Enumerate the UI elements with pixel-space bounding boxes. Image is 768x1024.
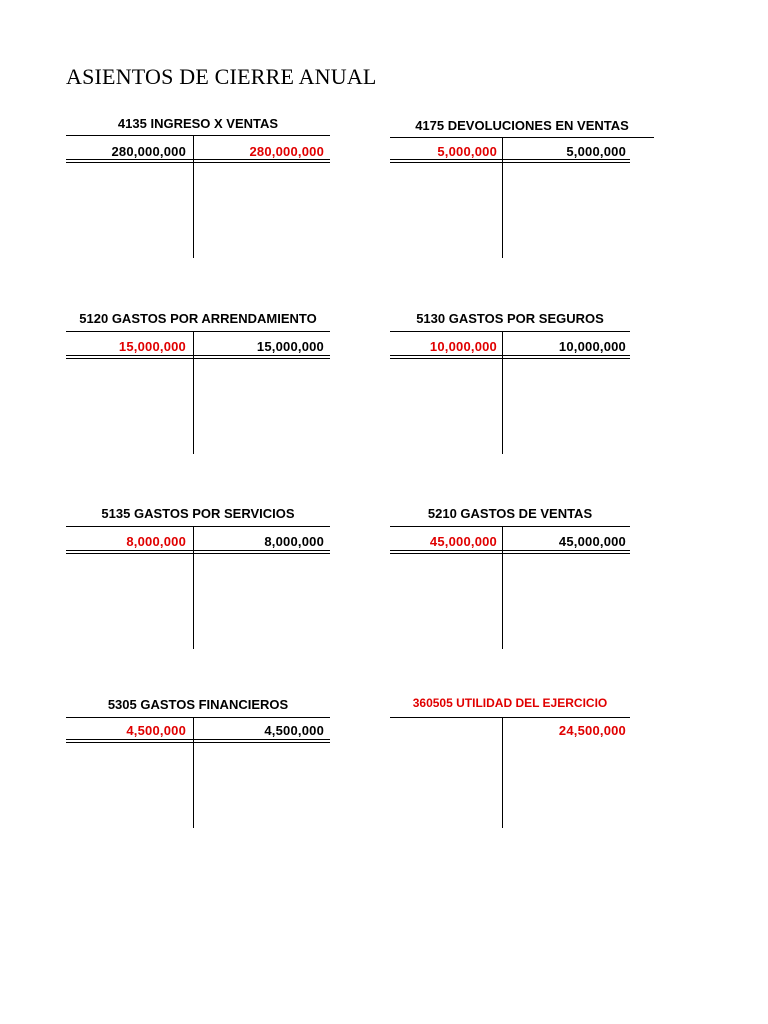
debit-amount: 4,500,000 (126, 723, 186, 738)
t-top-line (390, 331, 630, 332)
credit-amount: 280,000,000 (249, 144, 324, 159)
page-title: ASIENTOS DE CIERRE ANUAL (66, 64, 377, 89)
t-top-line (66, 135, 330, 136)
account-title: 4135 INGRESO X VENTAS (117, 116, 279, 131)
total-double-line (66, 739, 330, 743)
credit-amount: 5,000,000 (566, 144, 626, 159)
t-vertical-line (502, 331, 503, 454)
t-account-5305 (66, 694, 330, 934)
t-vertical-line (193, 331, 194, 454)
account-title: 360505 UTILIDAD DEL EJERCICIO (412, 696, 608, 710)
debit-amount: 10,000,000 (429, 339, 497, 354)
t-vertical-line (502, 717, 503, 828)
credit-amount: 24,500,000 (558, 723, 626, 738)
total-double-line (390, 550, 630, 554)
total-double-line (390, 355, 630, 359)
t-top-line (390, 526, 630, 527)
t-vertical-line (193, 526, 194, 649)
account-title: 5210 GASTOS DE VENTAS (427, 506, 593, 521)
debit-amount: 5,000,000 (437, 144, 497, 159)
t-vertical-line (193, 717, 194, 828)
total-double-line (66, 550, 330, 554)
t-vertical-line (502, 137, 503, 258)
total-double-line (390, 159, 630, 163)
total-double-line (66, 159, 330, 163)
t-top-line (66, 331, 330, 332)
total-double-line (66, 355, 330, 359)
account-title: 5135 GASTOS POR SERVICIOS (101, 506, 295, 521)
debit-amount: 15,000,000 (118, 339, 186, 354)
credit-amount: 4,500,000 (264, 723, 324, 738)
account-title: 5120 GASTOS POR ARRENDAMIENTO (79, 311, 317, 326)
t-top-line (390, 717, 630, 718)
t-top-line (390, 137, 654, 138)
t-account-360505 (390, 694, 654, 934)
account-title: 5130 GASTOS POR SEGUROS (416, 311, 604, 326)
t-top-line (66, 526, 330, 527)
credit-amount: 15,000,000 (256, 339, 324, 354)
account-title: 5305 GASTOS FINANCIEROS (107, 697, 289, 712)
debit-amount: 8,000,000 (126, 534, 186, 549)
t-top-line (66, 717, 330, 718)
account-title: 4175 DEVOLUCIONES EN VENTAS (415, 118, 629, 133)
debit-amount: 280,000,000 (111, 144, 186, 159)
t-vertical-line (193, 135, 194, 258)
credit-amount: 45,000,000 (558, 534, 626, 549)
debit-amount: 45,000,000 (429, 534, 497, 549)
credit-amount: 10,000,000 (558, 339, 626, 354)
t-vertical-line (502, 526, 503, 649)
credit-amount: 8,000,000 (264, 534, 324, 549)
